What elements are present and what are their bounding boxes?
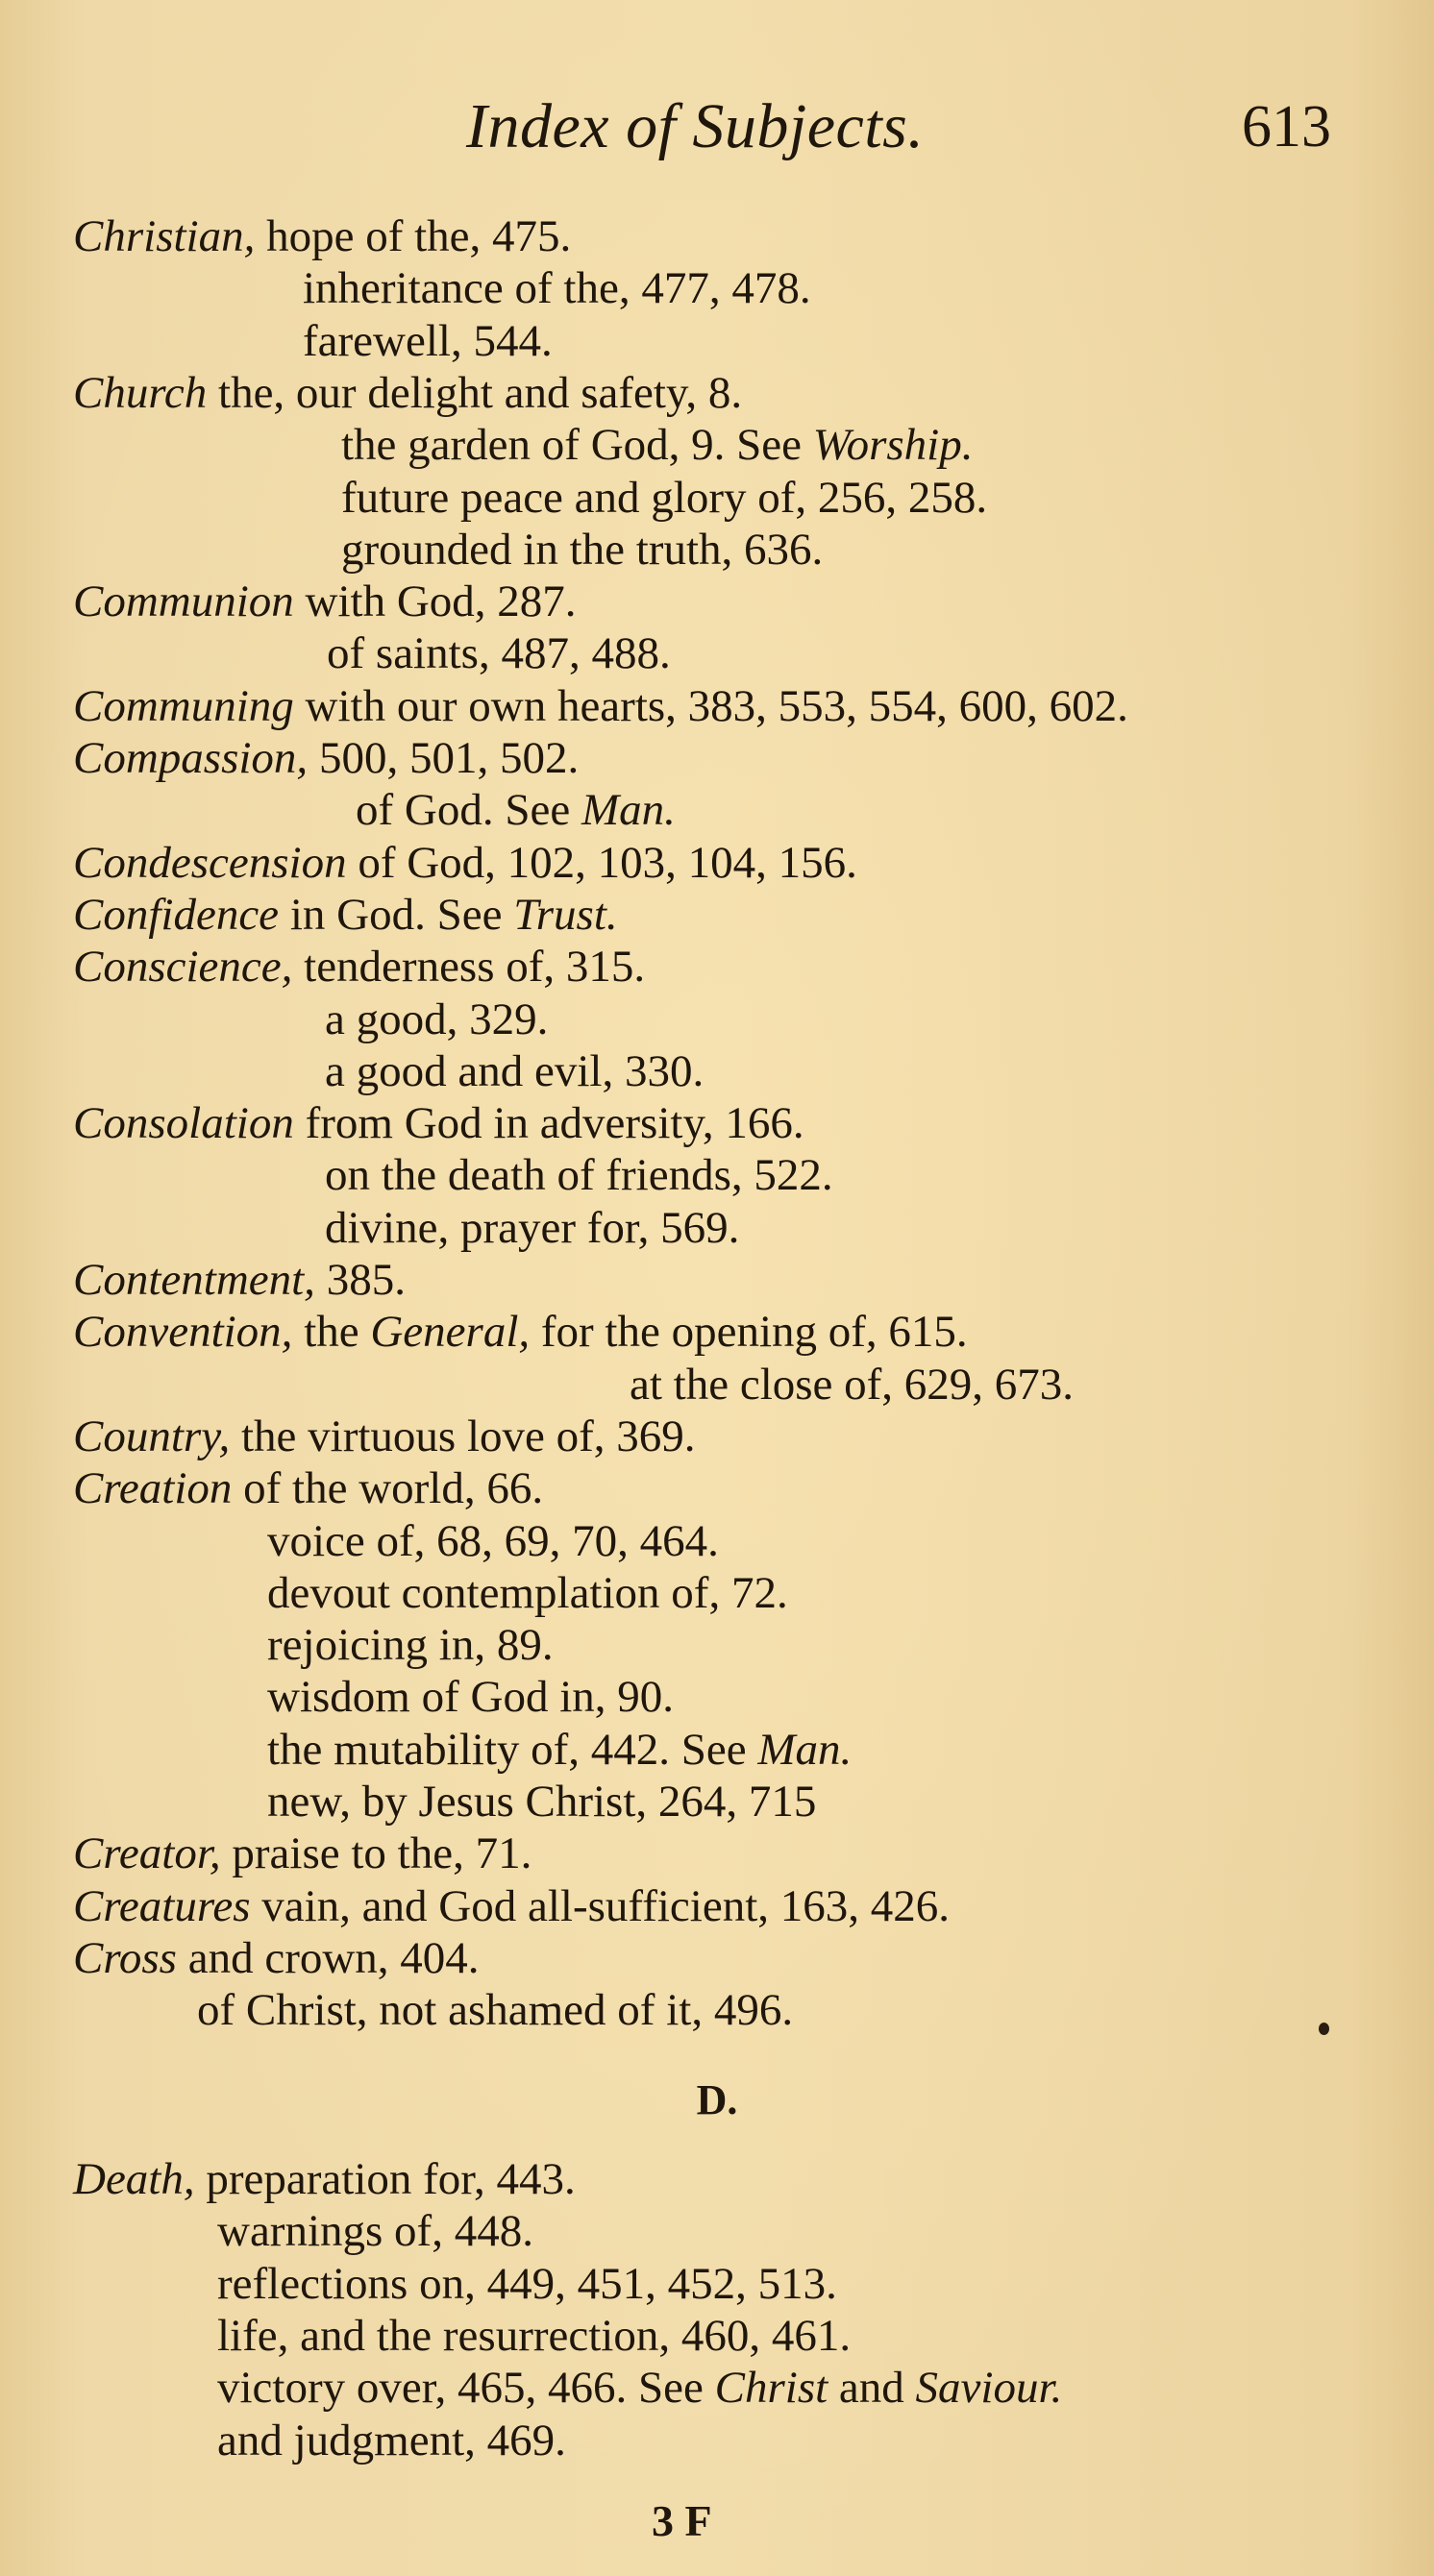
- index-entry: [267, 1723, 852, 1777]
- index-entry: [325, 1148, 833, 1202]
- entry-text: with God, 287.: [293, 577, 577, 627]
- entry-text: and judgment, 469.: [217, 2415, 566, 2466]
- index-entry: [267, 1670, 674, 1724]
- index-term: Compassion,: [73, 733, 309, 783]
- entry-text: devout contemplation of, 72.: [267, 1567, 788, 1618]
- index-entry: [327, 626, 671, 680]
- index-entry: [73, 1305, 968, 1359]
- entry-text: in God. See: [279, 889, 514, 940]
- signature-mark: 3 F: [652, 2496, 712, 2545]
- entry-text: life, and the resurrection, 460, 461.: [217, 2310, 852, 2361]
- cross-reference: Man.: [757, 1724, 853, 1775]
- entry-text: the mutability of, 442. See: [267, 1724, 758, 1775]
- index-entry: [73, 1410, 696, 1463]
- entry-text: the, our delight and safety, 8.: [207, 367, 743, 418]
- index-term: Consolation: [73, 1098, 294, 1149]
- entry-text: vain, and God all-sufficient, 163, 426.: [250, 1880, 951, 1931]
- entry-text: new, by Jesus Christ, 264, 715: [267, 1777, 817, 1827]
- index-entry: [267, 1775, 816, 1828]
- entry-text: reflections on, 449, 451, 452, 513.: [217, 2258, 837, 2309]
- index-term: Convention,: [73, 1307, 293, 1358]
- index-entry: [73, 1253, 406, 1307]
- entry-text: on the death of friends, 522.: [325, 1150, 833, 1201]
- index-entry: [267, 1618, 554, 1672]
- index-entry: [341, 418, 973, 472]
- entry-text: preparation for, 443.: [194, 2154, 576, 2204]
- index-entry: [325, 993, 548, 1046]
- entry-text: 500, 501, 502.: [308, 733, 580, 783]
- index-entry: [73, 1879, 950, 1933]
- index-term: Communing: [73, 680, 294, 731]
- index-term: Confidence: [73, 889, 280, 940]
- entry-text: and: [828, 2363, 916, 2414]
- entry-text: grounded in the truth, 636.: [341, 524, 824, 575]
- index-entry: [325, 1044, 704, 1098]
- entry-text: inheritance of the, 477, 478.: [303, 263, 811, 314]
- index-term: Church: [73, 367, 208, 418]
- index-entry: [73, 940, 645, 994]
- index-entry: [217, 2414, 566, 2467]
- entry-text: hope of the, 475.: [255, 211, 572, 261]
- index-entry: [267, 1566, 788, 1620]
- entry-text: of saints, 487, 488.: [327, 628, 671, 679]
- index-term: Christian,: [73, 211, 256, 261]
- index-entry: [356, 783, 676, 837]
- entry-text: tenderness of, 315.: [292, 942, 646, 993]
- running-head-title: Index of Subjects.: [466, 91, 925, 161]
- index-term: Death,: [73, 2154, 195, 2204]
- printer-bullet-mark: [1319, 2023, 1329, 2035]
- entry-text: 385.: [314, 1255, 406, 1305]
- entry-text: the: [292, 1307, 371, 1358]
- index-entry: [73, 731, 579, 785]
- entry-text: the garden of God, 9. See: [341, 420, 813, 471]
- index-entry: [217, 2257, 837, 2311]
- index-entry: [73, 209, 571, 263]
- cross-reference: Trust.: [513, 889, 618, 940]
- index-term: Conscience,: [73, 942, 293, 993]
- index-term: Contentment,: [73, 1255, 315, 1305]
- cross-reference: Saviour.: [915, 2363, 1063, 2414]
- index-entry: [325, 1201, 739, 1255]
- entry-text: of Christ, not ashamed of it, 496.: [197, 1985, 794, 2036]
- index-entry: [630, 1358, 1074, 1411]
- entry-text: warnings of, 448.: [217, 2206, 533, 2257]
- entry-text: the virtuous love of, 369.: [230, 1411, 696, 1461]
- entry-text: future peace and glory of, 256, 258.: [341, 472, 988, 523]
- index-entry: [73, 1461, 543, 1515]
- cross-reference: Worship.: [812, 420, 974, 471]
- index-term: Communion: [73, 577, 294, 627]
- entry-text: a good and evil, 330.: [325, 1045, 705, 1096]
- entry-text: wisdom of God in, 90.: [267, 1672, 674, 1723]
- entry-text: victory over, 465, 466. See: [217, 2363, 715, 2414]
- entry-text: with our own hearts, 383, 553, 554, 600, 602.: [293, 680, 1128, 731]
- index-entry: [303, 261, 811, 315]
- index-term: Creatures: [73, 1880, 251, 1931]
- index-entry: [267, 1514, 719, 1568]
- section-letter-d: D.: [696, 2076, 738, 2123]
- index-entry: [73, 1827, 532, 1880]
- entry-text: of the world, 66.: [232, 1463, 544, 1514]
- cross-reference: Man.: [581, 785, 676, 836]
- index-entry: [73, 575, 577, 628]
- entry-text: of God, 102, 103, 104, 156.: [346, 837, 857, 888]
- entry-text: praise to the, 71.: [220, 1828, 532, 1879]
- index-term: Creator,: [73, 1828, 221, 1879]
- index-entry: [341, 471, 987, 525]
- running-head: [0, 88, 1434, 165]
- index-term: Cross: [73, 1932, 177, 1983]
- index-entry: [303, 314, 553, 368]
- index-entry: [73, 1096, 804, 1150]
- index-entry: [341, 523, 823, 577]
- index-entry: [217, 2361, 1062, 2415]
- entry-text: at the close of, 629, 673.: [630, 1359, 1075, 1410]
- page-number: 613: [1242, 94, 1331, 159]
- index-entry: [73, 888, 618, 942]
- cross-reference: Christ: [714, 2363, 828, 2414]
- index-entry: [217, 2309, 851, 2363]
- index-entry: [73, 679, 1128, 733]
- entry-text: divine, prayer for, 569.: [325, 1202, 740, 1253]
- index-term: Creation: [73, 1463, 233, 1514]
- index-term: General,: [370, 1307, 531, 1358]
- entry-text: of God. See: [356, 785, 581, 836]
- entry-text: rejoicing in, 89.: [267, 1620, 554, 1671]
- index-term: Condescension: [73, 837, 347, 888]
- index-entry: [73, 836, 857, 890]
- index-entry: [73, 2152, 576, 2206]
- entry-text: from God in adversity, 166.: [293, 1098, 804, 1149]
- index-entry: [197, 1983, 793, 2037]
- entry-text: for the opening of, 615.: [530, 1307, 968, 1358]
- entry-text: farewell, 544.: [303, 315, 553, 366]
- index-entry: [217, 2204, 533, 2258]
- index-entry: [73, 1931, 480, 1985]
- entry-text: a good, 329.: [325, 994, 549, 1044]
- entry-text: and crown, 404.: [176, 1932, 480, 1983]
- index-entry: [73, 366, 742, 420]
- index-term: Country,: [73, 1411, 231, 1461]
- entry-text: voice of, 68, 69, 70, 464.: [267, 1515, 719, 1566]
